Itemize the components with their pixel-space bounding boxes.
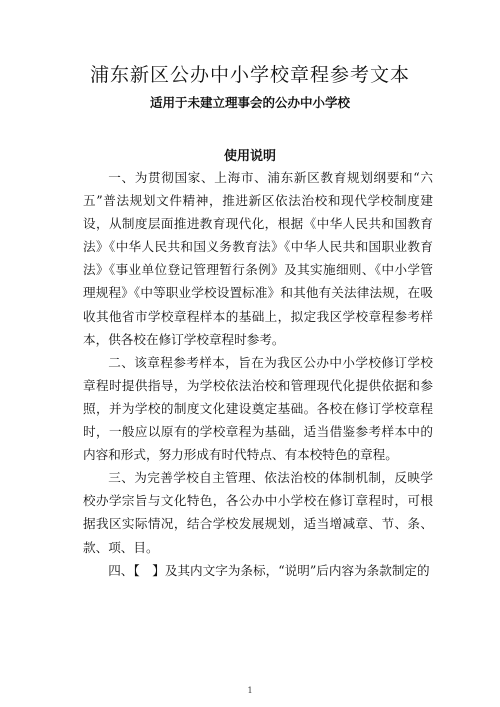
section-heading: 使用说明	[223, 149, 276, 164]
paragraph-3: 三、为完善学校自主管理、依法治校的体制机制，反映学校办学宗旨与文化特色，各公办中小学校在修订章程时，可根据我区实际情况，结合学校发展规划，适当增减章、节、条、款、项、目。	[83, 470, 433, 555]
document-title: 浦东新区公办中小学校章程参考文本	[89, 64, 410, 86]
paragraph-4: 四、【 】及其内文字为条标，“说明”后内容为条款制定的	[108, 562, 430, 578]
document-body	[83, 166, 433, 582]
paragraph-2: 二、该章程参考样本，旨在为我区公办中小学校修订学校章程时提供指导，为学校依法治校和管理现代化提供依据和参照，并为学校的制度文化建设奠定基础。各校在修订学校章程时，一般应以原有的学校章程为基础，适当借鉴参考样本中的内容和形式，努力形成有时代特点、有本校特色的章程。	[83, 354, 433, 463]
paragraph-1: 一、为贯彻国家、上海市、浦东新区教育规划纲要和“六五”普法规划文件精神，推进新区依法治校和现代学校制度建设，从制度层面推进教育现代化，根据《中华人民共和国教育法》《中华人民共和国义务教育法》《中华人民共和国职业教育法》《事业单位登记管理暂行条例》及其实施细则、《中小学管理规程》《中等职业学校设置标准》和其他有关法律法规，在吸收其他省市学校章程样本的基础上，拟定我区学校章程参考样本，供各校在修订学校章程时参考。	[83, 170, 433, 347]
page-number: 1	[247, 686, 253, 695]
document-subtitle: 适用于未建立理事会的公办中小学校	[149, 95, 350, 110]
